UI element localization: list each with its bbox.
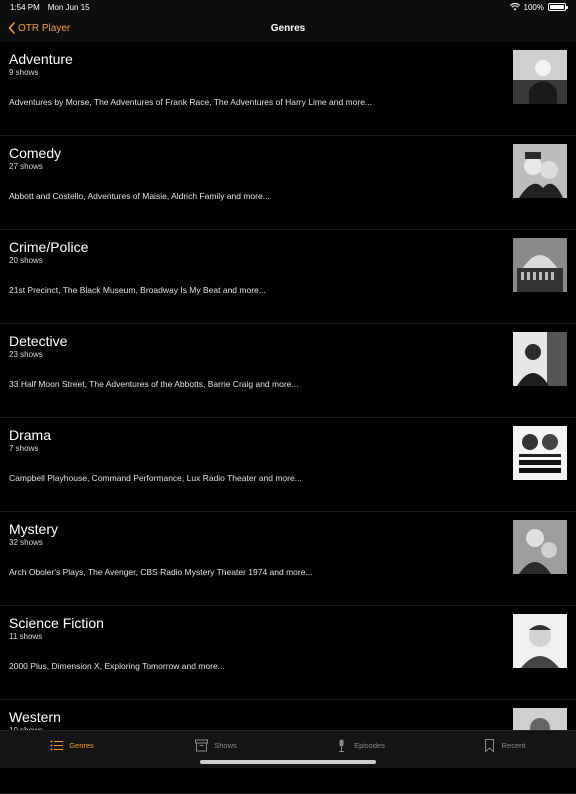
genre-row-mystery[interactable] [0,512,576,606]
genre-title: Comedy [9,145,62,161]
genre-count: 9 shows [9,68,39,77]
genre-shows: 21st Precinct, The Black Museum, Broadway Is My Beat and more... [9,285,266,295]
status-right [510,3,566,12]
genre-shows: 2000 Plus, Dimension X, Exploring Tomorrow and more... [9,661,225,671]
genre-shows: Campbell Playhouse, Command Performance, Lux Radio Theater and more... [9,473,302,483]
page-title: Genres [270,22,306,34]
genre-title: Drama [9,427,52,443]
back-label: OTR Player [18,22,71,34]
genre-title: Mystery [9,521,58,537]
chevron-left-icon [8,22,15,34]
genre-row-comedy[interactable] [0,136,576,230]
list-icon [50,739,63,752]
home-indicator[interactable] [200,760,376,764]
genre-list[interactable] [0,42,576,730]
genre-count: 32 shows [9,538,43,547]
tab-label: Genres [69,741,94,750]
tab-recent[interactable] [432,731,576,768]
genre-thumbnail [513,50,567,104]
genre-row-drama[interactable] [0,418,576,512]
battery-icon [548,3,566,11]
genre-thumbnail [513,144,567,198]
genre-row-science-fiction[interactable] [0,606,576,700]
photo-placeholder-icon [513,144,567,198]
battery-percent: 100% [523,2,544,12]
archive-box-icon [195,739,208,752]
genre-thumbnail [513,426,567,480]
poster-placeholder-icon [513,426,567,480]
status-date: Mon Jun 15 [47,2,90,12]
genre-row-crime-police[interactable] [0,230,576,324]
genre-shows: 33 Half Moon Street, The Adventures of the Abbotts, Barrie Craig and more... [9,379,299,389]
genre-title: Western [9,709,61,725]
wifi-icon [510,3,520,11]
genre-thumbnail [513,614,567,668]
genre-count: 11 shows [9,632,43,641]
genre-count: 27 shows [9,162,43,171]
genre-shows: Arch Oboler's Plays, The Avenger, CBS Radio Mystery Theater 1974 and more... [9,567,313,577]
back-button[interactable] [8,14,70,42]
photo-placeholder-icon [513,238,567,292]
photo-placeholder-icon [513,50,567,104]
photo-placeholder-icon [513,614,567,668]
genre-thumbnail [513,520,567,574]
genre-thumbnail [513,238,567,292]
genre-title: Science Fiction [9,615,104,631]
tab-label: Shows [214,741,237,750]
genre-count: 23 shows [9,350,43,359]
genre-title: Adventure [9,51,73,67]
genre-row-detective[interactable] [0,324,576,418]
tab-bar [0,730,576,768]
tab-label: Episodes [354,741,385,750]
photo-placeholder-icon [513,520,567,574]
genre-title: Detective [9,333,68,349]
bookmark-icon [483,739,496,752]
genre-count: 20 shows [9,256,43,265]
genre-shows: Adventures by Morse, The Adventures of Frank Race, The Adventures of Harry Lime and more... [9,97,373,107]
genre-count: 7 shows [9,444,39,453]
genre-title: Crime/Police [9,239,89,255]
microphone-icon [335,739,348,752]
nav-bar [0,14,576,42]
photo-placeholder-icon [513,332,567,386]
status-time: 1:54 PM [10,2,40,12]
status-bar [0,0,576,14]
genre-thumbnail [513,332,567,386]
tab-label: Recent [501,741,526,750]
tab-genres[interactable] [0,731,144,768]
genre-row-adventure[interactable] [0,42,576,136]
genre-shows: Abbott and Costello, Adventures of Maisie, Aldrich Family and more... [9,191,270,201]
